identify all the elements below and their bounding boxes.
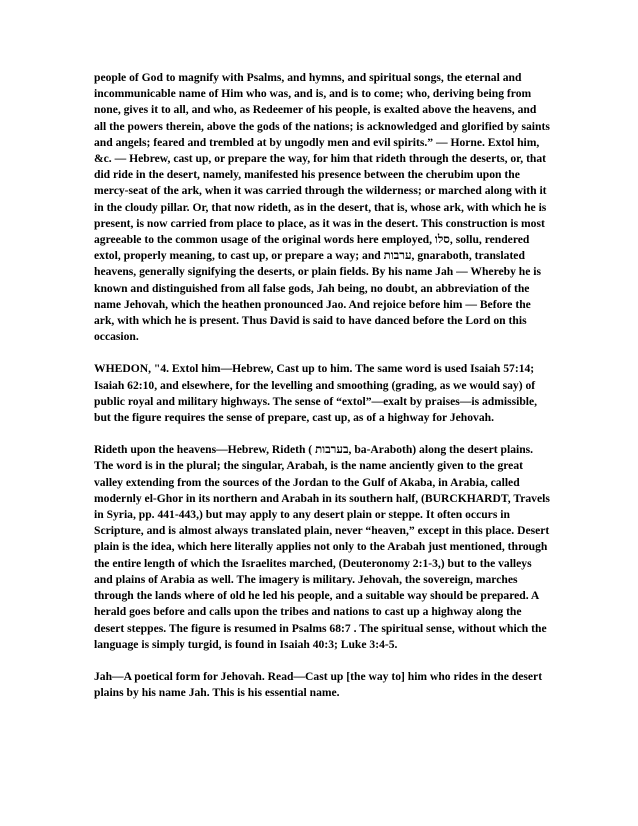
paragraph-horne-commentary: people of God to magnify with Psalms, and hymns, and spiritual songs, the eternal and incommunicable name of Him who was, and is, and is to come; who, deriving being from none, gives it to all, and who, as Redeemer of his people, is exalted above the heavens, and all the powers therein, above the gods of the nations; is acknowledged and glorified by saints and angels; feared and trembled at by ungodly men and evil spirits.” — Horne. Extol him, &c. — Hebrew, cast up, or prepare the way, for him that rideth through the deserts, or, that did ride in the desert, namely, manifested his presence between the cherubim upon the mercy-seat of the ark, when it was carried through the wilderness; or marched along with it in the cloudy pillar. Or, that now rideth, as in the desert, that is, whose ark, with which he is present, is now carried from place to place, as it was in the desert. This construction is most agreeable to the common usage of the original words here employed, סלו, sollu, rendered extol, properly meaning, to cast up, or prepare a way; and ערבות, gnaraboth, translated heavens, generally signifying the deserts, or plain fields. By his name Jah — Whereby he is known and distinguished from all false gods, Jah being, no doubt, an abbreviation of the name Jehovah, which the heathen pronounced Jao. And rejoice before him — Before the ark, with which he is present. Thus David is said to have danced before the Lord on this occasion. bbox=[94, 71, 550, 344]
paragraph-rideth-upon-heavens: Rideth upon the heavens—Hebrew, Rideth ( בערבות, ba-Araboth) along the desert plains. The word is in the plural; the singular, Arabah, is the name anciently given to the great valley extending from the sources of the Jordan to the Gulf of Akaba, in Arabia, called modernly el-Ghor in its northern and Arabah in its southern half, (BURCKHARDT, Travels in Syria, pp. 441-443,) but may apply to any desert plain or steppe. It often occurs in Scripture, and is almost always translated plain, never “heaven,” except in this place. Desert plain is the idea, which here literally applies not only to the Arabah just mentioned, through the entire length of which the Israelites marched, (Deuteronomy 2:1-3,) but to the valleys and plains of Arabia as well. The imagery is military. Jehovah, the sovereign, marches through the lands where of old he led his people, and a suitable way should be prepared. A herald goes before and calls upon the tribes and nations to cast up a highway along the desert steppes. The figure is resumed in Psalms 68:7 . The spiritual sense, without which the language is simply turgid, is found in Isaiah 40:3; Luke 3:4-5. bbox=[94, 443, 550, 651]
document-page bbox=[94, 70, 550, 701]
paragraph-jah: Jah—A poetical form for Jehovah. Read—Cast up [the way to] him who rides in the desert plains by his name Jah. This is his essential name. bbox=[94, 669, 543, 700]
paragraph-whedon-extol: WHEDON, "4. Extol him—Hebrew, Cast up to him. The same word is used Isaiah 57:14; Isaiah 62:10, and elsewhere, for the levelling and smoothing (grading, as we would say) of public royal and military highways. The sense of “extol”—exalt by praises—is admissible, but the figure requires the sense of prepare, cast up, as of a highway for Jehovah. bbox=[94, 362, 538, 425]
